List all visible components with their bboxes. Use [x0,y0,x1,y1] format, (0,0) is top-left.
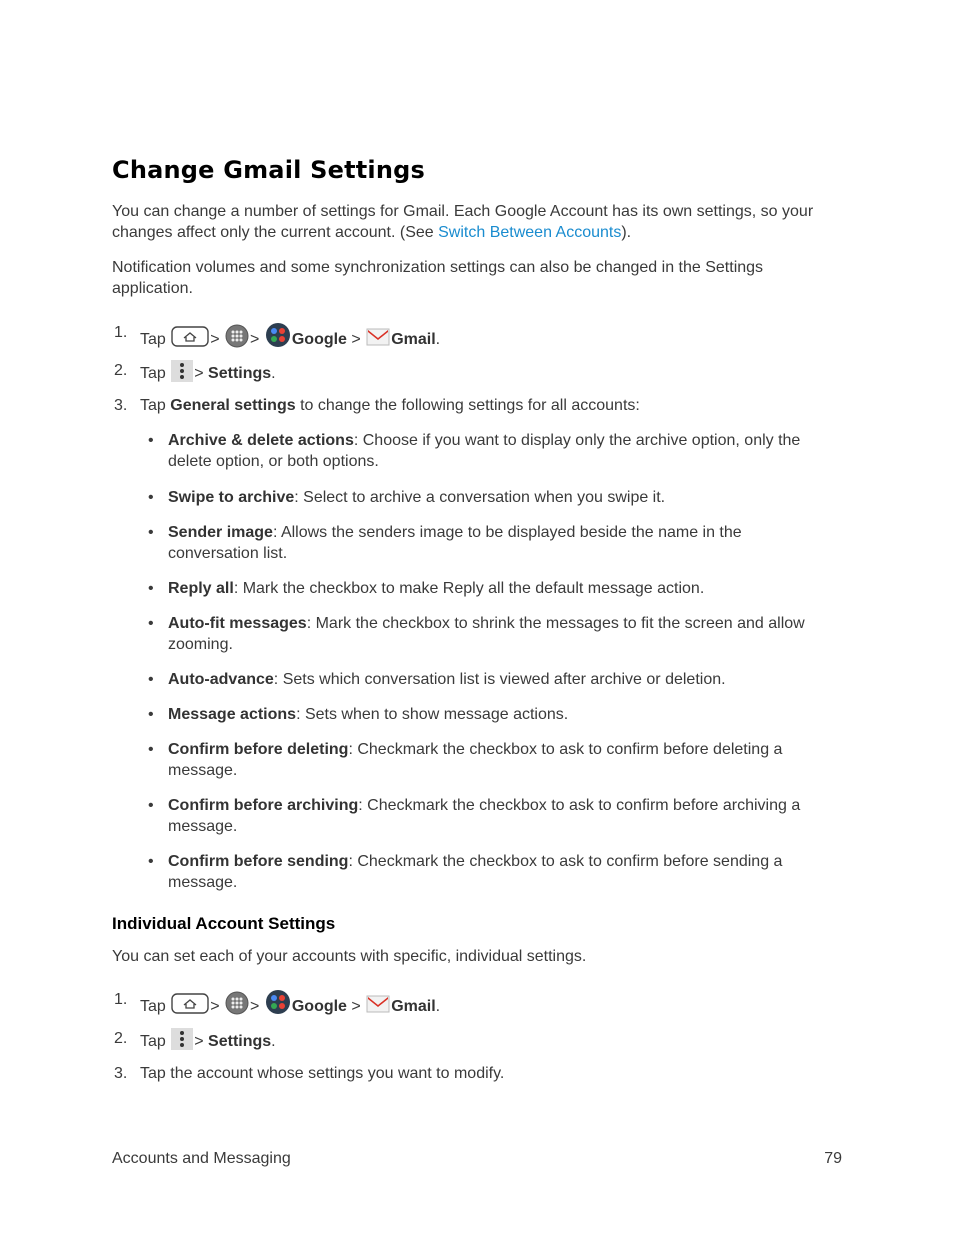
step-text: to change the following settings for all accounts: [295,397,640,414]
bullet-term: Message actions [168,706,297,723]
google-folder-icon[interactable] [265,322,291,354]
intro-text: You can change a number of settings for Gmail. Each Google Account has its own settings, so your changes affect only the current account. (See [112,203,814,241]
period: . [435,331,441,348]
bullet-term: Auto-advance [168,671,274,688]
bullet-desc: : Checkmark the checkbox to ask to confirm before archiving a message. [168,797,801,835]
separator: > [351,998,361,1015]
google-folder-icon[interactable] [265,989,291,1021]
apps-icon[interactable] [225,324,249,354]
menu-icon[interactable] [171,1028,193,1056]
note-paragraph: Notification volumes and some synchronization settings can also be changed in the Settings application. [112,259,764,297]
switch-accounts-link[interactable]: Switch Between Accounts [438,224,622,241]
step-number: 3. [114,397,128,414]
step-number: 3. [114,1065,128,1082]
page-number: 79 [824,1150,842,1167]
step-number: 1. [114,324,128,341]
home-key-icon[interactable] [171,993,209,1021]
bullet-desc: : Select to archive a conversation when you swipe it. [294,489,666,506]
separator: > [250,331,260,348]
settings-label: Settings [208,365,272,382]
bullet-term: Swipe to archive [168,489,295,506]
step-text: Tap the account whose settings you want to modify. [140,1065,505,1082]
step-text: Tap [140,365,166,382]
step-number: 2. [114,362,128,379]
bullet-term: Auto-fit messages [168,615,307,632]
intro-text-end: ). [621,224,632,241]
bullet-term: Confirm before deleting [168,741,349,758]
separator: > [210,331,220,348]
step-text: Tap [140,397,166,414]
bullet-desc: : Sets which conversation list is viewed after archive or deletion. [273,671,726,688]
apps-icon[interactable] [225,991,249,1021]
bullet-desc: : Checkmark the checkbox to ask to confirm before sending a message. [168,853,783,891]
page-title: Change Gmail Settings [112,156,425,184]
bullet-desc: : Checkmark the checkbox to ask to confirm before deleting a message. [168,741,783,779]
general-settings-label: General settings [170,397,296,414]
separator: > [194,365,204,382]
step-text: Tap [140,1033,166,1050]
bullet-desc: : Choose if you want to display only the archive option, only the delete option, or both options. [168,432,801,470]
gmail-label: Gmail [391,331,436,348]
sub-intro-paragraph: You can set each of your accounts with specific, individual settings. [112,948,587,965]
bullet-desc: : Allows the senders image to be displayed beside the name in the conversation list. [168,524,742,562]
step-text: Tap [140,998,166,1015]
period: . [435,998,441,1015]
google-label: Google [291,331,347,348]
bullet-term: Sender image [168,524,273,541]
footer-section: Accounts and Messaging [112,1150,291,1167]
separator: > [250,998,260,1015]
google-label: Google [291,998,347,1015]
settings-label: Settings [208,1033,272,1050]
gmail-label: Gmail [391,998,436,1015]
separator: > [210,998,220,1015]
step-number: 1. [114,991,128,1008]
bullet-term: Archive & delete actions [168,432,354,449]
gmail-icon[interactable] [366,993,390,1021]
step-number: 2. [114,1030,128,1047]
intro-paragraph [112,201,837,243]
menu-icon[interactable] [171,360,193,388]
home-key-icon[interactable] [171,326,209,354]
bullet-desc: : Mark the checkbox to make Reply all the default message action. [233,580,705,597]
separator: > [351,331,361,348]
bullet-desc: : Sets when to show message actions. [296,706,569,723]
separator: > [194,1033,204,1050]
period: . [271,365,276,382]
bullet-term: Confirm before sending [168,853,349,870]
period: . [271,1033,276,1050]
bullet-term: Confirm before archiving [168,797,359,814]
gmail-icon[interactable] [366,326,390,354]
bullet-desc: : Mark the checkbox to shrink the messages to fit the screen and allow zooming. [168,615,805,653]
bullet-term: Reply all [168,580,234,597]
step-text: Tap [140,331,166,348]
section-heading: Individual Account Settings [112,914,336,933]
